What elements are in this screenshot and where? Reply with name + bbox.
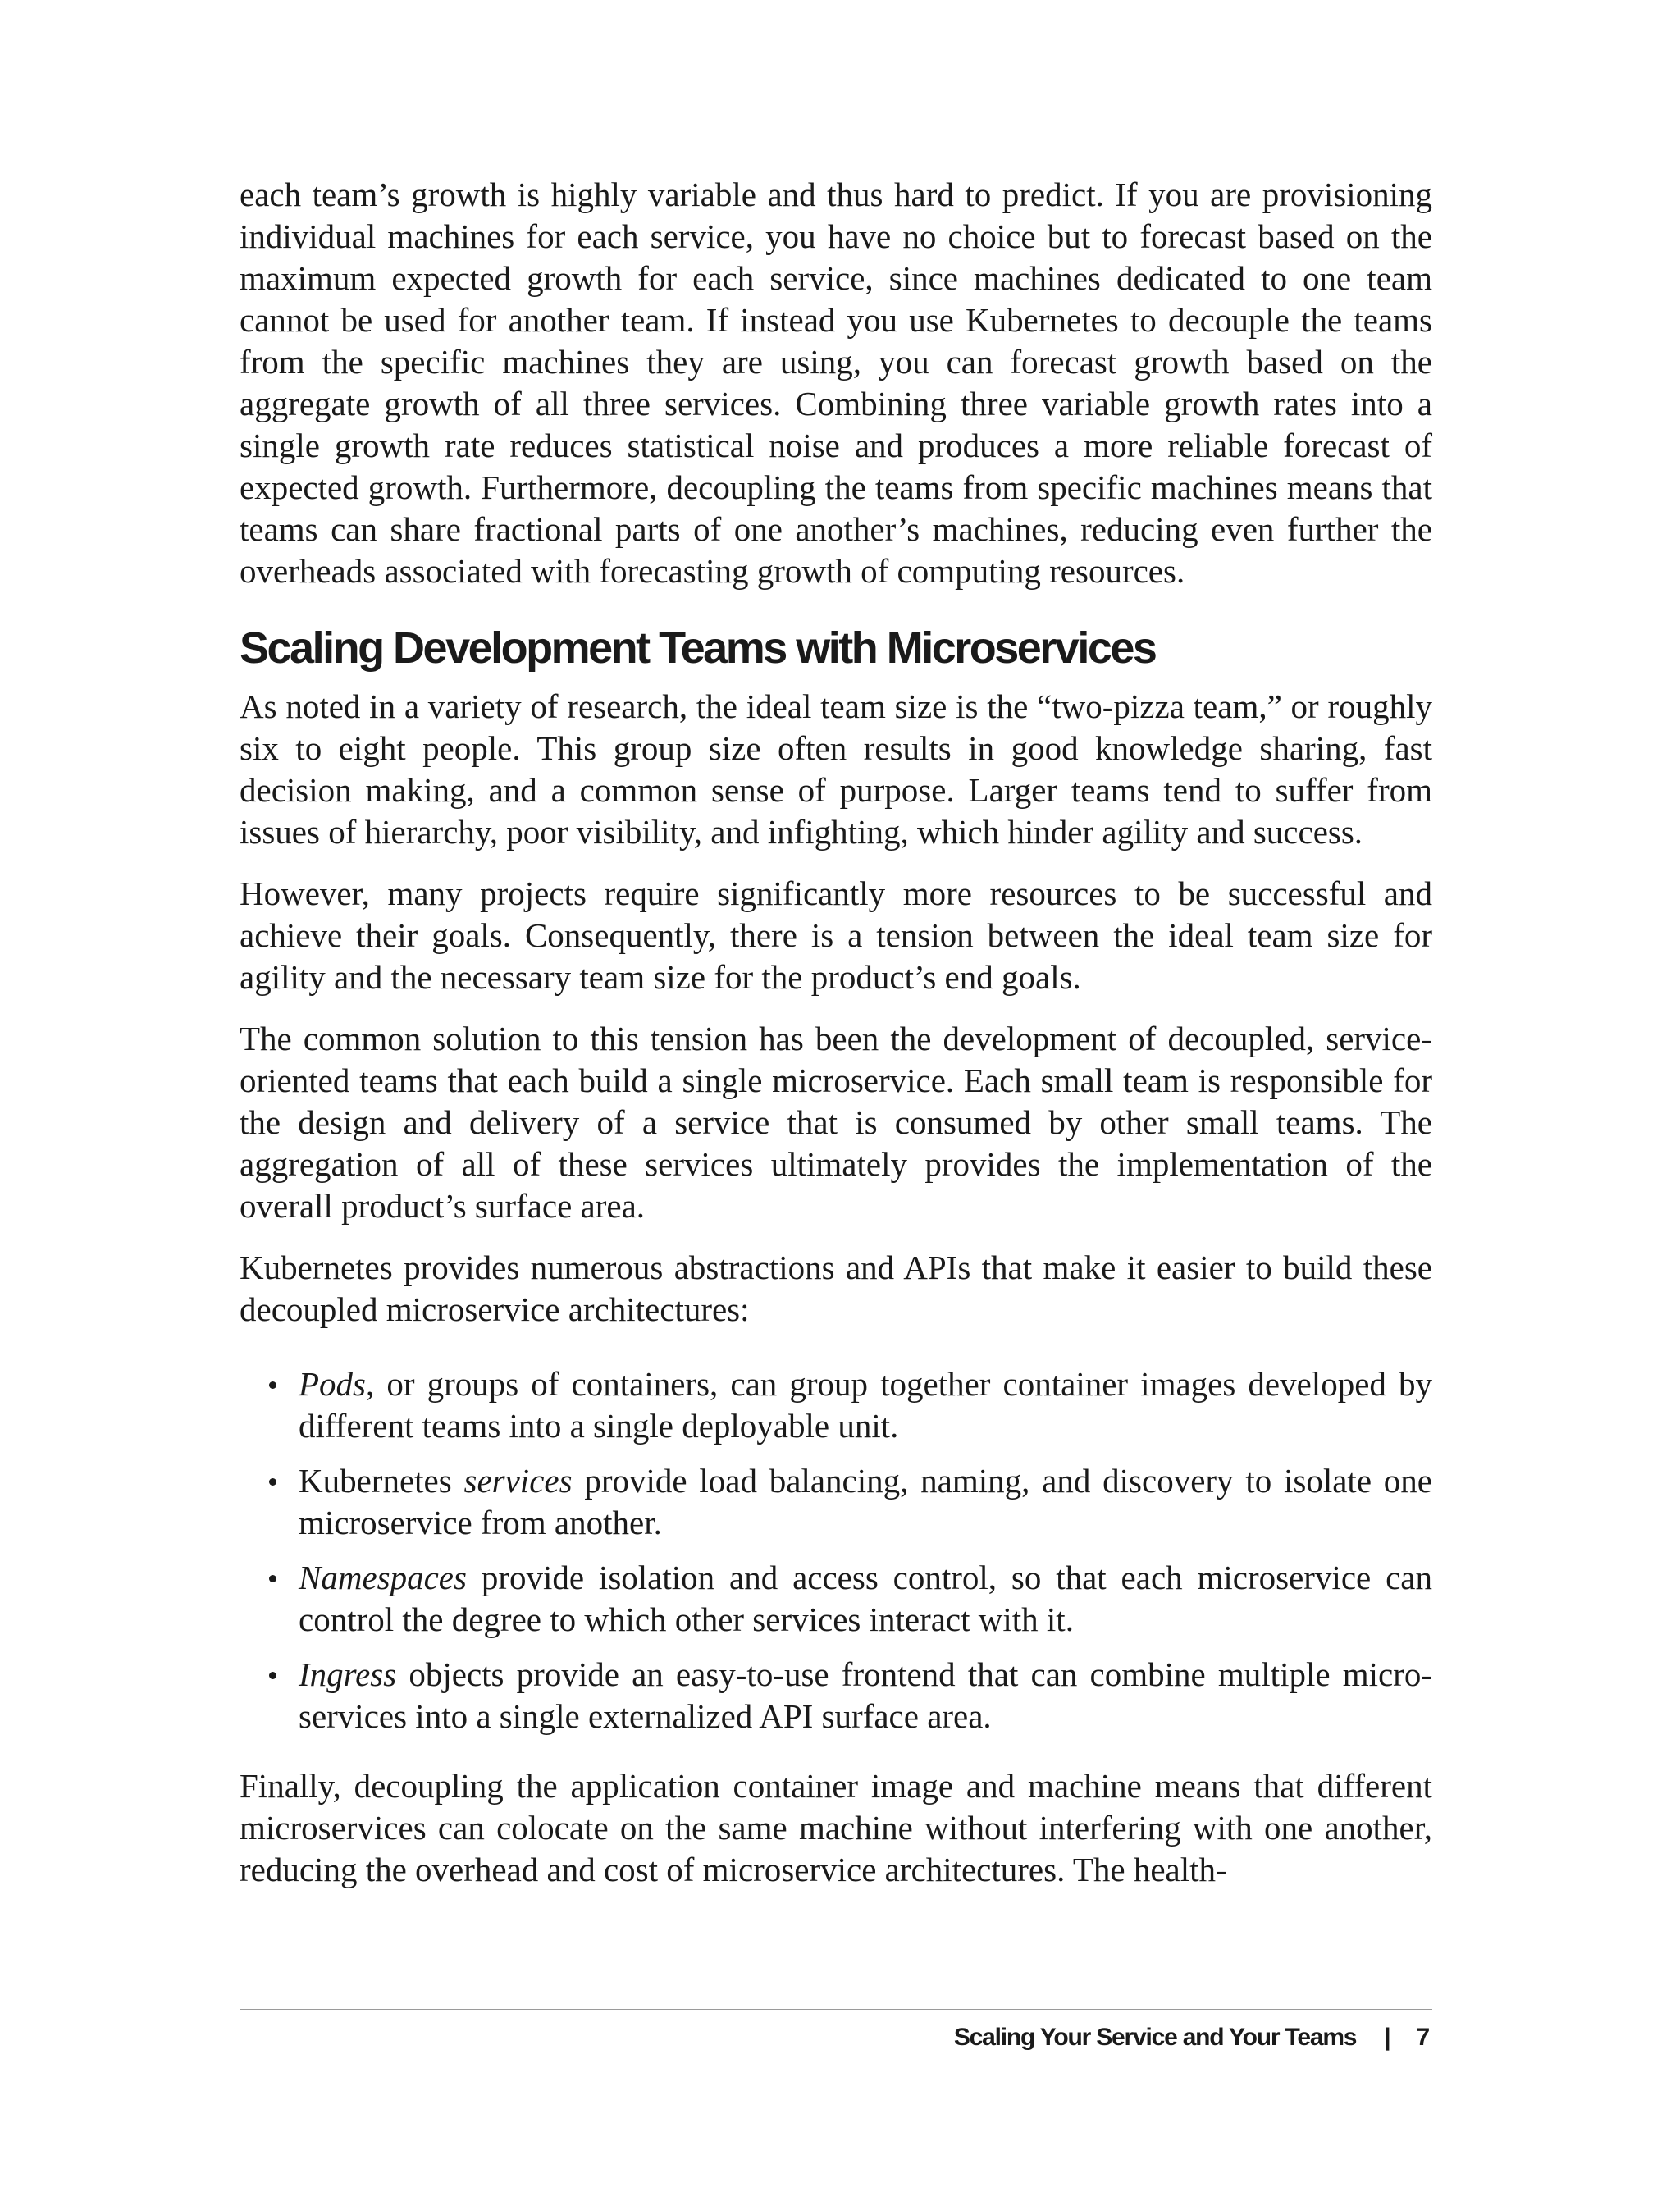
footer-divider — [240, 2009, 1432, 2010]
page-footer — [240, 2021, 1432, 2054]
bullet-text: , or groups of containers, can group together container images developed by different teams into a single deployable unit. — [299, 1365, 1432, 1445]
bullet-icon — [269, 1478, 276, 1486]
bullet-term: Ingress — [299, 1655, 397, 1693]
bullet-icon — [269, 1575, 276, 1582]
abstractions-list — [240, 1363, 1432, 1737]
list-item — [240, 1363, 1432, 1447]
page-number: 7 — [1416, 2024, 1429, 2051]
bullet-term: services — [463, 1462, 573, 1500]
paragraph-tension: However, many projects require significantly more resources to be successful and achieve their goals. Consequently, there is a tension between the ideal team size for agility and the necessary team size for the product’s end goals. — [240, 874, 1432, 996]
bullet-icon — [269, 1672, 276, 1679]
bullet-text: provide isolation and access control, so that each microservice can control the degree to which other services interact with it. — [299, 1559, 1432, 1638]
closing-paragraph: Finally, decoupling the application container image and machine means that different microservices can colocate on the same machine without interfering with one another, reducing the overhead and cost of microservice architectures. The health- — [240, 1767, 1432, 1888]
bullet-text: provide load balancing, naming, and discovery to isolate one microservice from another. — [299, 1462, 1433, 1541]
paragraph-common-solution: The common solution to this tension has been the development of decoupled, service-oriented teams that each build a single microservice. Each small team is responsible for the design and delivery of a service that is consumed by other small teams. The aggregation of all of these services ultimately provides the implementation of the overall product’s surface area. — [240, 1020, 1432, 1225]
page-content — [240, 174, 1432, 1911]
bullet-text: objects provide an easy-to-use frontend that can combine multiple microservices into a single externalized API surface area. — [299, 1655, 1432, 1735]
bullet-term: Namespaces — [299, 1559, 467, 1596]
running-footer-title: Scaling Your Service and Your Teams — [953, 2024, 1357, 2051]
paragraph-kubernetes-abstractions: Kubernetes provides numerous abstractions and APIs that make it easier to build these decoupled microservice architectures: — [240, 1249, 1432, 1328]
intro-paragraph: each team’s growth is highly variable and thus hard to predict. If you are provisioning individual machines for each service, you have no choice but to forecast based on the maximum expected growth for each service, since machines dedicated to one team cannot be used for another team. If instead you use Kubernetes to decouple the teams from the specific machines they are using, you can forecast growth based on the aggregate growth of all three services. Combining three variable growth rates into a single growth rate reduces statistical noise and produces a more reliable forecast of expected growth. Furthermore, decoupling the teams from specific machines means that teams can share fractional parts of one another’s machines, reducing even further the overheads associated with forecasting growth of computing resources. — [240, 176, 1432, 590]
bullet-icon — [269, 1381, 276, 1389]
list-item — [240, 1557, 1432, 1641]
bullet-lead: Kubernetes — [299, 1462, 464, 1500]
section-heading: Scaling Development Teams with Microservices — [240, 623, 1156, 673]
paragraph-two-pizza: As noted in a variety of research, the ideal team size is the “two-pizza team,” or roughly six to eight people. This group size often results in good knowledge sharing, fast decision making, and a common sense of purpose. Larger teams tend to suffer from issues of hierarchy, poor visibility, and infighting, which hinder agility and success. — [240, 687, 1432, 851]
footer-separator: | — [1384, 2024, 1390, 2051]
bullet-term: Pods — [299, 1365, 366, 1403]
list-item — [240, 1460, 1432, 1544]
list-item — [240, 1654, 1432, 1737]
